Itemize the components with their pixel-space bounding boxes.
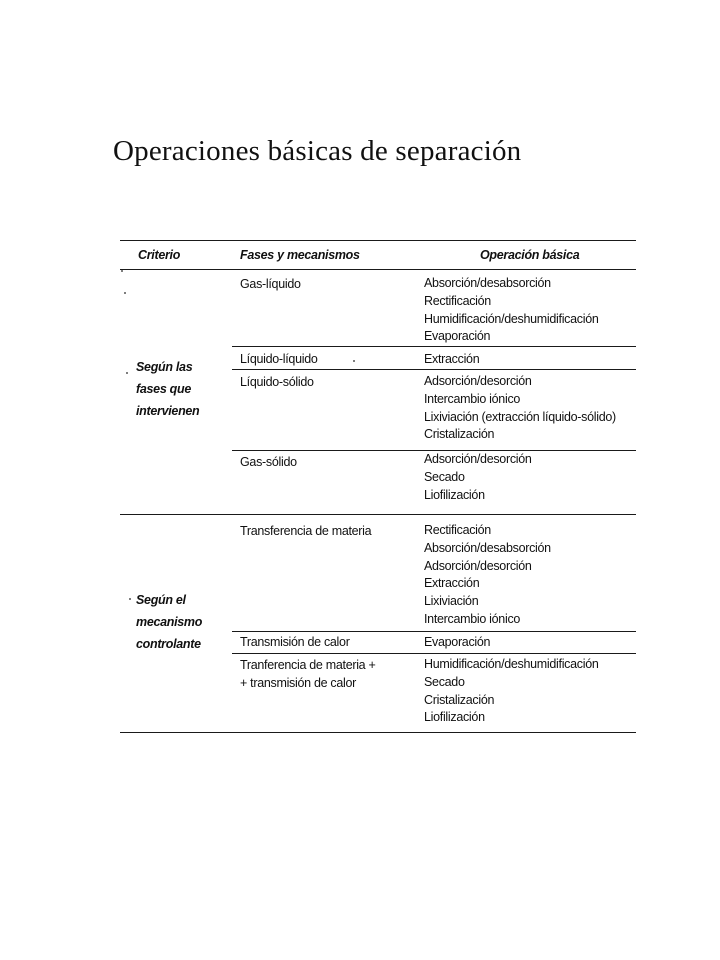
table-top-rule <box>120 240 636 241</box>
ops-cell <box>424 451 532 504</box>
criterio-line: mecanismo <box>136 615 203 629</box>
fase-line: Tranferencia de materia + <box>240 658 376 672</box>
header-criterio: Criterio <box>138 248 181 262</box>
ops-cell <box>424 275 599 346</box>
op-item: Humidificación/deshumidificación <box>424 657 599 671</box>
ops-cell <box>424 351 479 369</box>
criterio-line: controlante <box>136 637 201 651</box>
fase-line: Líquido-sólido <box>240 375 314 389</box>
scan-speck <box>121 270 123 272</box>
criterio-cell-fases <box>136 356 199 422</box>
op-item: Cristalización <box>424 427 495 442</box>
op-item: Extracción <box>424 352 480 366</box>
fase-cell <box>240 374 314 392</box>
op-item: Humidificación/deshumidificación <box>424 311 599 326</box>
op-item: Absorción/desabsorción <box>424 540 551 555</box>
fase-line: Transferencia de materia <box>240 524 372 538</box>
ops-cell <box>424 634 490 652</box>
op-item: Intercambio iónico <box>424 391 521 406</box>
fase-line: Gas-sólido <box>240 455 297 469</box>
criterio-cell-mecanismo <box>136 589 202 655</box>
op-item: Secado <box>424 674 465 689</box>
op-item: Rectificación <box>424 523 491 537</box>
op-item: Adsorción/desorción <box>424 452 532 466</box>
row-divider <box>232 346 636 347</box>
fase-line: Gas-líquido <box>240 277 301 291</box>
op-item: Adsorción/desorción <box>424 558 532 573</box>
op-item: Absorción/desabsorción <box>424 276 551 290</box>
ops-cell <box>424 373 616 444</box>
scan-speck <box>353 360 355 362</box>
fase-cell <box>240 454 297 472</box>
op-item: Secado <box>424 469 465 484</box>
group-divider <box>120 514 636 515</box>
row-divider <box>232 653 636 654</box>
row-divider <box>232 369 636 370</box>
op-item: Evaporación <box>424 635 491 649</box>
scan-speck <box>126 372 128 374</box>
op-item: Evaporación <box>424 329 491 344</box>
criterio-line: Según el <box>136 593 186 607</box>
fase-cell <box>240 351 318 369</box>
ops-cell <box>424 522 551 629</box>
fase-line: + transmisión de calor <box>240 675 357 690</box>
table-bottom-rule <box>120 732 636 733</box>
ops-cell <box>424 656 599 727</box>
fase-cell <box>240 634 350 652</box>
op-item: Extracción <box>424 576 480 591</box>
scan-speck <box>129 598 131 600</box>
criterio-line: intervienen <box>136 404 200 418</box>
scan-speck <box>124 292 126 294</box>
op-item: Intercambio iónico <box>424 611 521 626</box>
criterio-line: Según las <box>136 360 193 374</box>
fase-cell <box>240 523 371 541</box>
fase-cell <box>240 276 301 294</box>
fase-line: Transmisión de calor <box>240 635 350 649</box>
op-item: Lixiviación (extracción líquido-sólido) <box>424 409 616 424</box>
op-item: Lixiviación <box>424 594 479 609</box>
header-bottom-rule <box>120 269 636 270</box>
fase-line: Líquido-líquido <box>240 352 318 366</box>
op-item: Cristalización <box>424 692 495 707</box>
page-title: Operaciones básicas de separación <box>113 135 522 168</box>
op-item: Liofilización <box>424 710 485 725</box>
op-item: Rectificación <box>424 293 491 308</box>
criterio-line: fases que <box>136 382 191 396</box>
header-operacion: Operación básica <box>480 248 580 262</box>
op-item: Liofilización <box>424 487 485 502</box>
row-divider <box>232 631 636 632</box>
op-item: Adsorción/desorción <box>424 374 532 388</box>
fase-cell <box>240 657 376 692</box>
header-fases: Fases y mecanismos <box>240 248 360 262</box>
